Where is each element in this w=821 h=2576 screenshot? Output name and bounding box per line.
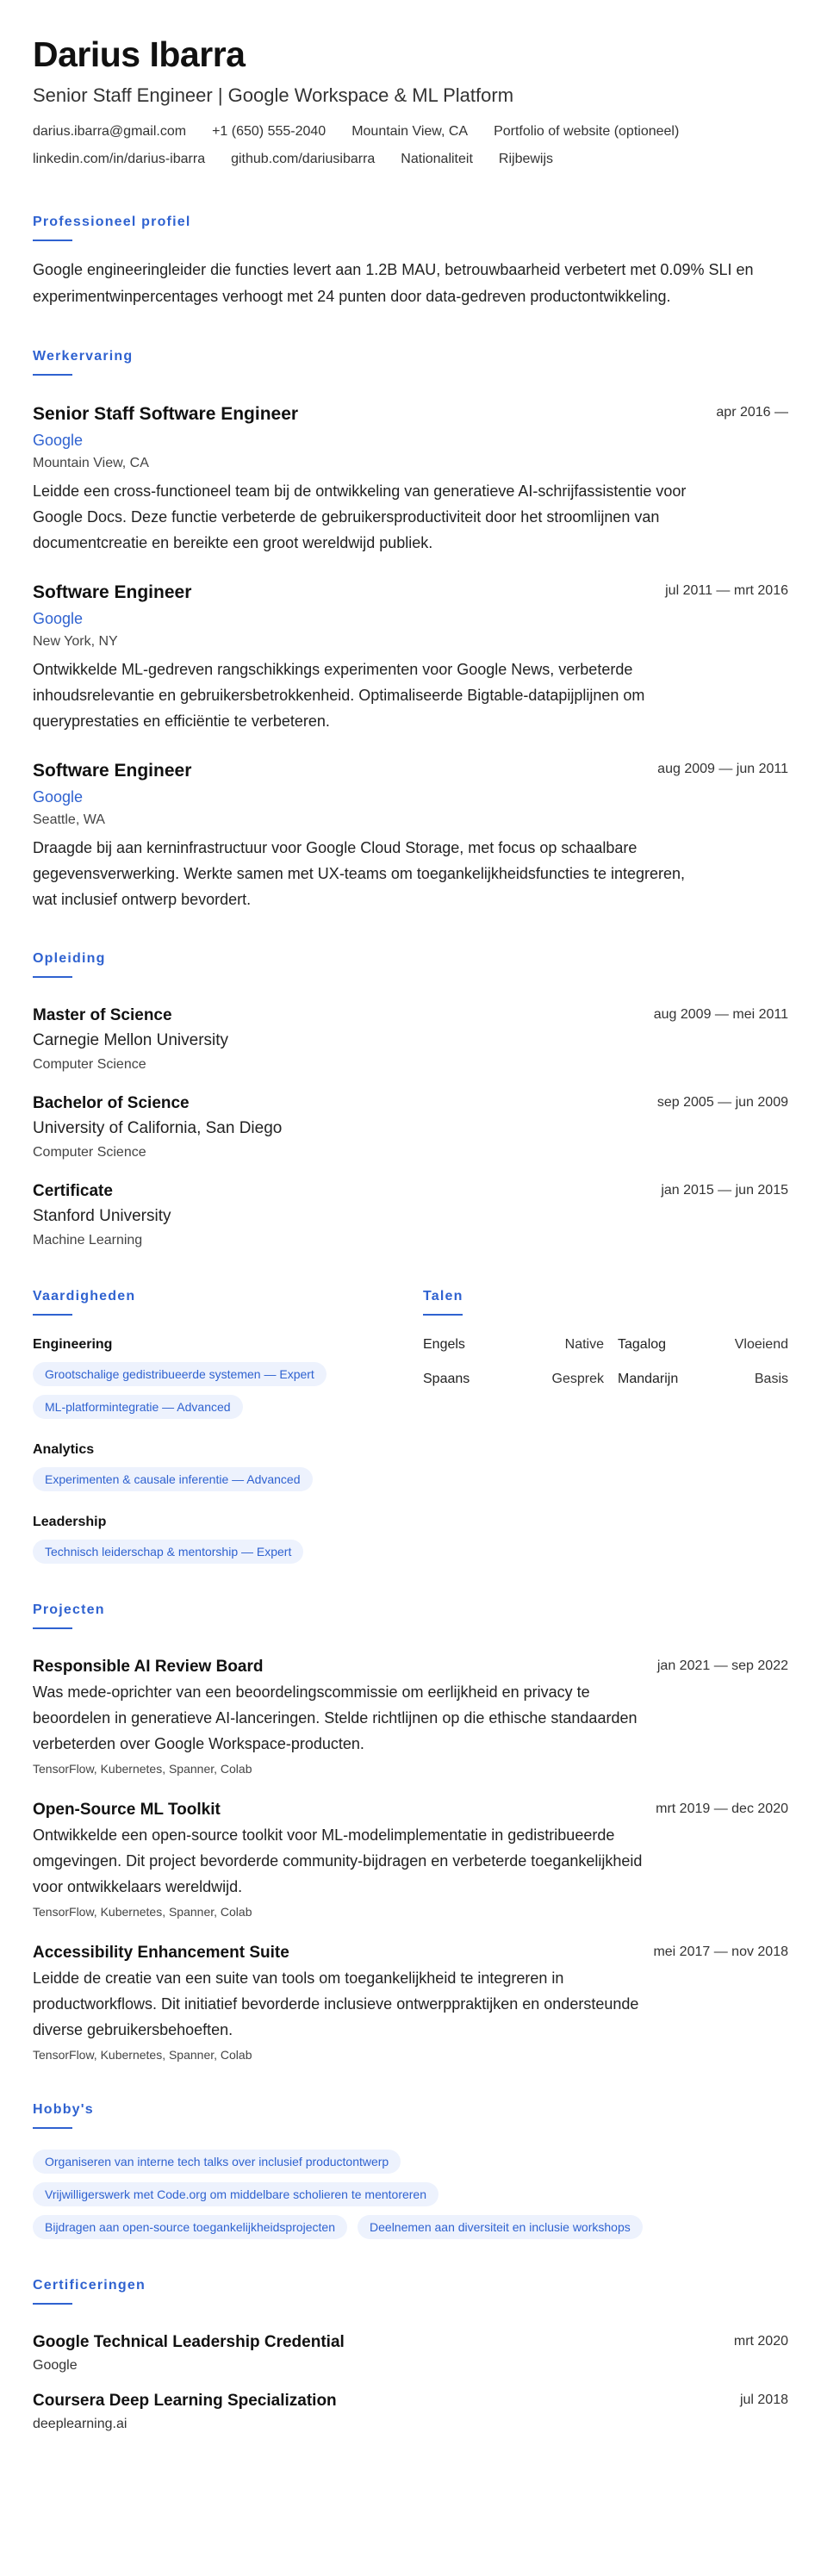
- study-field: Machine Learning: [33, 1233, 143, 1248]
- language-level: Native: [564, 1337, 604, 1352]
- job-date: jul 2011 — mrt 2016: [665, 583, 788, 598]
- contact-phone[interactable]: +1 (650) 555-2040: [212, 124, 327, 139]
- degree-title: Master of Science: [33, 1006, 172, 1024]
- project-date: jan 2021 — sep 2022: [656, 1658, 788, 1673]
- experience-entry: [33, 582, 788, 734]
- experience-entry: [33, 760, 788, 912]
- job-description: Leidde een cross-functioneel team bij de ontwikkeling van generatieve AI-schrijfassistentie voor Google Docs. Deze functie verbeterde de gebruikersproductiviteit door het stroomlijnen van documentcreatie en bereikte een groot wereldwijd publiek.: [33, 482, 687, 551]
- skill-chip: ML-platformintegratie — Advanced: [33, 1395, 243, 1419]
- languages-grid: [423, 1336, 788, 1388]
- section-divider: [33, 240, 72, 241]
- certification-name: Coursera Deep Learning Specialization: [33, 2392, 337, 2410]
- project-tech: TensorFlow, Kubernetes, Spanner, Colab: [33, 1905, 252, 1919]
- candidate-headline: Senior Staff Engineer | Google Workspace & ML Platform: [33, 84, 514, 106]
- section-title: Certificeringen: [33, 2278, 146, 2293]
- degree-title: Certificate: [33, 1182, 113, 1200]
- project-date: mrt 2019 — dec 2020: [656, 1801, 788, 1816]
- project-description: Ontwikkelde een open-source toolkit voor ML-modelimplementatie in gedistribueerde omgevingen. Dit project bevorderde community-bijdragen en verbeterde toegankelijkheid voor ontwikkelaars wereldwijd.: [33, 1826, 643, 1895]
- hobby-chips: [33, 2150, 788, 2239]
- language-level: Vloeiend: [734, 1337, 788, 1352]
- section-title: Hobby's: [33, 2102, 94, 2117]
- contact-github[interactable]: github.com/dariusibarra: [231, 152, 376, 166]
- skill-group: [33, 1441, 423, 1491]
- job-date: apr 2016 —: [716, 405, 788, 420]
- section-divider: [33, 2303, 72, 2305]
- job-location: Seattle, WA: [33, 812, 105, 827]
- project-description: Was mede-oprichter van een beoordelingscommissie om eerlijkheid en privacy te beoordelen in generatieve AI-lanceringen. Stelde richtlijnen op die ethische standaarden verbeterden over Google Workspace-producten.: [33, 1683, 638, 1752]
- skill-chip: Experimenten & causale inferentie — Advanced: [33, 1467, 313, 1491]
- project-tech: TensorFlow, Kubernetes, Spanner, Colab: [33, 2048, 252, 2062]
- experience-entry: [33, 403, 788, 556]
- language-level: Basis: [754, 1372, 788, 1386]
- job-location: Mountain View, CA: [33, 456, 149, 470]
- project-title: Accessibility Enhancement Suite: [33, 1944, 289, 1962]
- job-title: Senior Staff Software Engineer: [33, 404, 299, 424]
- school-name: University of California, San Diego: [33, 1119, 283, 1137]
- section-divider: [33, 976, 72, 978]
- skill-chip: Grootschalige gedistribueerde systemen — Expert: [33, 1362, 327, 1386]
- job-company: Google: [33, 788, 84, 806]
- certification-issuer: deeplearning.ai: [33, 2417, 128, 2431]
- project-entry: [33, 1657, 788, 1777]
- education-date: aug 2009 — mei 2011: [653, 1007, 788, 1022]
- profile-summary: Google engineeringleider die functies levert aan 1.2B MAU, betrouwbaarheid verbetert met 0.09% SLI en experimentwinpercentages verhoogt met 24 punten door data-gedreven productontwikkeling.: [33, 261, 754, 305]
- contact-nationality: Nationaliteit: [401, 152, 473, 166]
- profile-section: [33, 214, 788, 310]
- skills-languages-row: [33, 1288, 788, 1564]
- language-name: Engels: [423, 1337, 465, 1352]
- contact-linkedin[interactable]: linkedin.com/in/darius-ibarra: [33, 152, 206, 166]
- project-title: Responsible AI Review Board: [33, 1658, 264, 1676]
- skill-chips: [33, 1540, 423, 1564]
- contact-location: Mountain View, CA: [351, 124, 469, 139]
- hobby-chip: Bijdragen aan open-source toegankelijkheidsprojecten: [33, 2215, 347, 2239]
- certification-date: mrt 2020: [733, 2334, 788, 2349]
- hobby-chip: Deelnemen aan diversiteit en inclusie workshops: [358, 2215, 643, 2239]
- skill-group: [33, 1336, 423, 1419]
- hobby-chip-row: [33, 2215, 643, 2239]
- skills-section: [33, 1288, 423, 1564]
- contact-portfolio[interactable]: Portfolio of website (optioneel): [494, 124, 680, 139]
- project-entry: [33, 1800, 788, 1920]
- certification-issuer: Google: [33, 2358, 78, 2373]
- certification-entry: [33, 2332, 788, 2375]
- job-description: Ontwikkelde ML-gedreven rangschikkings experimenten voor Google News, verbeterde inhoudsrelevantie en gebruikersbetrokkenheid. Optimaliseerde Bigtable-datapijplijnen om queryprestaties en efficiëntie te verbeteren.: [33, 661, 645, 730]
- section-title: Talen: [423, 1289, 463, 1304]
- projects-section: [33, 1602, 788, 2063]
- section-divider: [33, 1627, 72, 1629]
- experience-section: [33, 348, 788, 912]
- job-date: aug 2009 — jun 2011: [657, 762, 788, 776]
- contact-license: Rijbewijs: [498, 152, 554, 166]
- certification-entry: [33, 2391, 788, 2434]
- contact-email[interactable]: darius.ibarra@gmail.com: [33, 124, 187, 139]
- skill-chips: [33, 1362, 423, 1419]
- project-entry: [33, 1943, 788, 2063]
- language-name: Tagalog: [618, 1337, 667, 1352]
- language-name: Mandarijn: [618, 1372, 679, 1386]
- job-description: Draagde bij aan kerninfrastructuur voor Google Cloud Storage, met focus op schaalbare gegevensverwerking. Werkte samen met UX-teams om toegankelijkheidsfuncties te integreren, wat inclusief ontwerp bevordert.: [33, 839, 686, 908]
- job-title: Software Engineer: [33, 582, 192, 602]
- job-title: Software Engineer: [33, 761, 192, 781]
- skill-group: [33, 1514, 423, 1564]
- skill-chip: Technisch leiderschap & mentorship — Expert: [33, 1540, 303, 1564]
- school-name: Stanford University: [33, 1207, 171, 1225]
- job-company: Google: [33, 432, 84, 449]
- skill-group-title: Engineering: [33, 1337, 113, 1352]
- project-tech: TensorFlow, Kubernetes, Spanner, Colab: [33, 1762, 252, 1776]
- degree-title: Bachelor of Science: [33, 1094, 190, 1112]
- language-level: Gesprek: [551, 1372, 604, 1386]
- candidate-name: Darius Ibarra: [33, 34, 246, 74]
- project-date: mei 2017 — nov 2018: [653, 1944, 788, 1959]
- education-entry: [33, 1005, 788, 1074]
- section-title: Projecten: [33, 1602, 105, 1617]
- job-company: Google: [33, 610, 84, 627]
- education-entry: [33, 1181, 788, 1250]
- skill-group-title: Leadership: [33, 1515, 107, 1529]
- skill-group-title: Analytics: [33, 1442, 95, 1457]
- job-location: New York, NY: [33, 634, 118, 649]
- section-title: Professioneel profiel: [33, 215, 191, 229]
- certification-name: Google Technical Leadership Credential: [33, 2333, 345, 2351]
- skill-chips: [33, 1467, 423, 1491]
- certifications-section: [33, 2277, 788, 2434]
- certification-date: jul 2018: [739, 2392, 788, 2407]
- contact-info: [33, 122, 774, 169]
- hobby-chip: Organiseren van interne tech talks over inclusief productontwerp: [33, 2150, 401, 2174]
- education-entry: [33, 1093, 788, 1162]
- study-field: Computer Science: [33, 1145, 146, 1160]
- section-divider: [33, 374, 72, 376]
- study-field: Computer Science: [33, 1057, 146, 1072]
- education-section: [33, 950, 788, 1250]
- hobby-chip: Vrijwilligerswerk met Code.org om middelbare scholieren te mentoreren: [33, 2182, 438, 2206]
- project-title: Open-Source ML Toolkit: [33, 1801, 221, 1819]
- school-name: Carnegie Mellon University: [33, 1031, 229, 1049]
- section-divider: [423, 1314, 463, 1316]
- section-divider: [33, 1314, 72, 1316]
- section-title: Werkervaring: [33, 349, 134, 364]
- education-date: sep 2005 — jun 2009: [656, 1095, 788, 1110]
- education-date: jan 2015 — jun 2015: [661, 1183, 788, 1198]
- section-divider: [33, 2127, 72, 2129]
- languages-section: [423, 1288, 788, 1564]
- project-description: Leidde de creatie van een suite van tools om toegankelijkheid te integreren in productworkflows. Dit initiatief bevorderde inclusieve ontwerppraktijken en ondersteunde diverse gebruikersbehoeften.: [33, 1969, 639, 2038]
- hobbies-section: [33, 2101, 788, 2239]
- section-title: Vaardigheden: [33, 1289, 136, 1304]
- language-name: Spaans: [423, 1372, 470, 1386]
- section-title: Opleiding: [33, 951, 106, 966]
